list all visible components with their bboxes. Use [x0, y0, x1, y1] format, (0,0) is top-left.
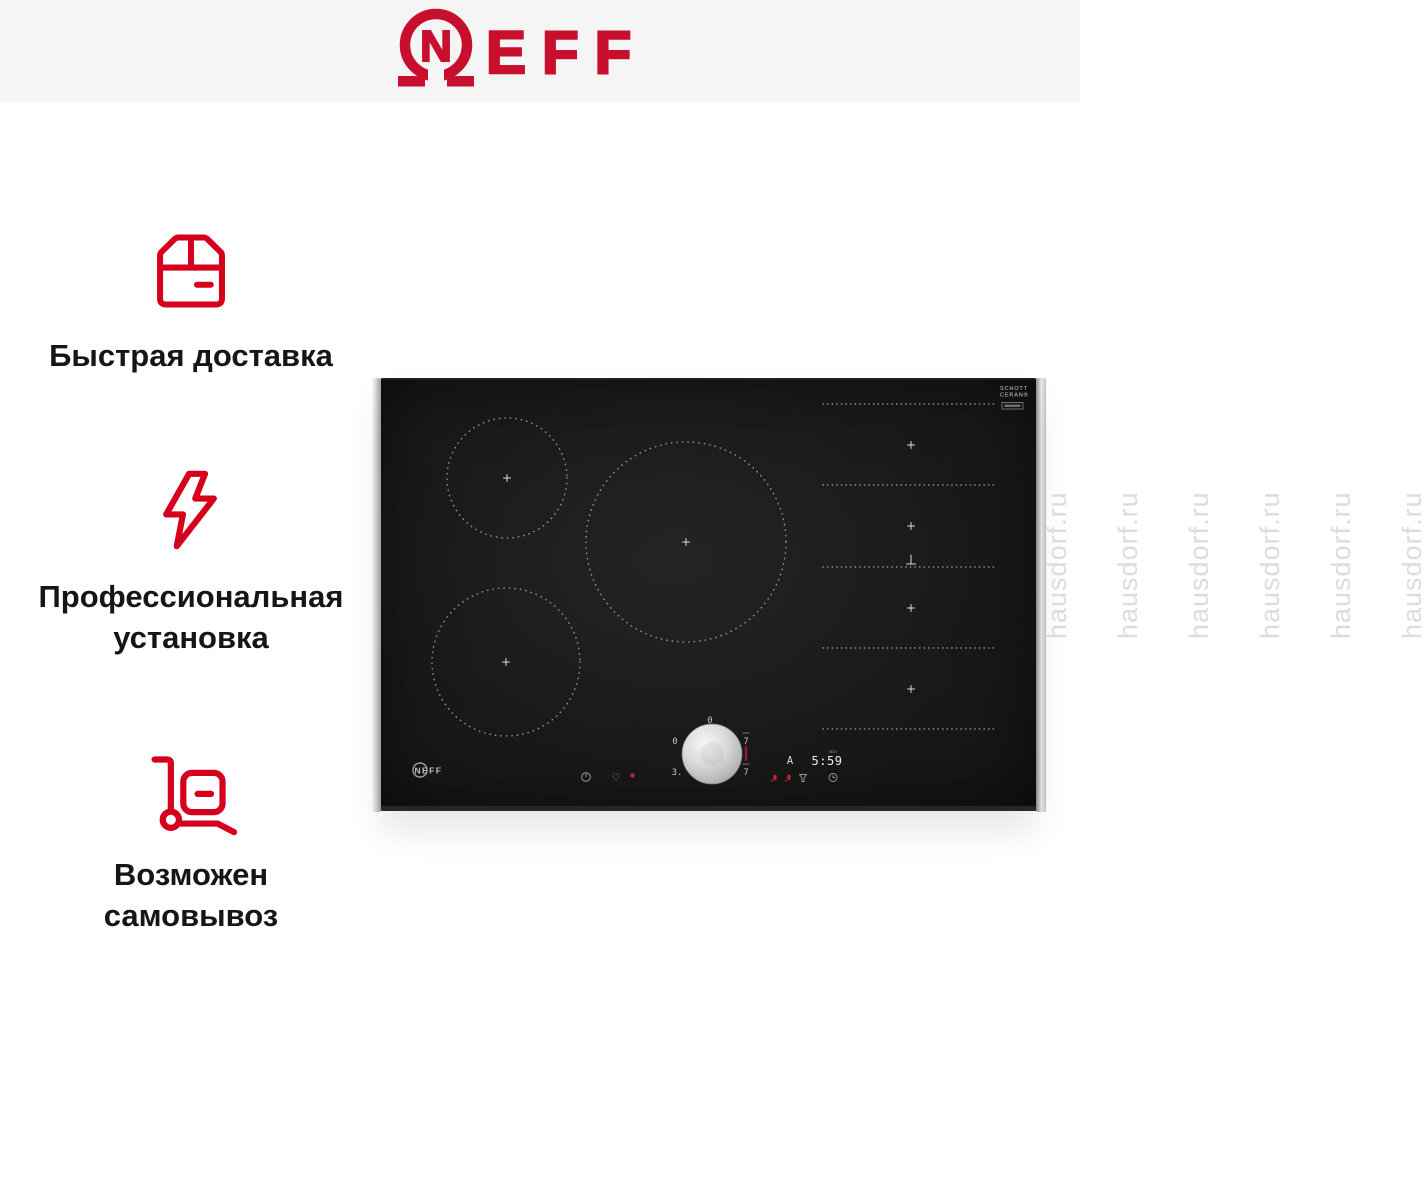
watermark-text: hausdorf.ru: [1255, 491, 1285, 639]
zone-center-marks: [503, 475, 690, 666]
watermark-hausdorf: [1042, 0, 1427, 1190]
glass-brand-label2: CERAN®: [1000, 392, 1029, 399]
watermark-text: hausdorf.ru: [1113, 491, 1143, 639]
hob-neff-logo: [413, 763, 442, 777]
induction-hob: [381, 378, 1036, 811]
red-indicator-dot: [630, 773, 634, 777]
neff-logo: [390, 4, 690, 102]
made-in-germany-badge: [1002, 403, 1023, 410]
svg-text:NEFF: NEFF: [414, 765, 443, 776]
timer-display: [787, 749, 843, 768]
package-box-icon: [148, 224, 234, 318]
svg-text:7: 7: [743, 768, 749, 778]
svg-text:3.: 3.: [671, 768, 683, 778]
watermark-text: hausdorf.ru: [1397, 491, 1427, 639]
favorite-heart-icon: ♡: [611, 772, 621, 784]
feature-line: самовывоз: [103, 898, 279, 933]
feature-line: установка: [113, 620, 269, 655]
funnel-function-icon: [800, 775, 807, 782]
svg-text:0: 0: [707, 716, 713, 726]
svg-text:5:59: 5:59: [811, 754, 843, 768]
heat-indicator-icon: [785, 775, 791, 782]
watermark-text: hausdorf.ru: [1326, 491, 1356, 639]
power-icon: [582, 773, 591, 782]
watermark-text: hausdorf.ru: [1042, 491, 1072, 639]
hand-truck-icon: [142, 748, 238, 836]
svg-text:7: 7: [743, 737, 749, 747]
feature-label-installation: [0, 576, 382, 658]
feature-line: Профессиональная: [38, 579, 344, 614]
logo-letters-eff: EFF: [486, 19, 648, 86]
svg-text:0: 0: [672, 737, 678, 747]
clock-icon: [829, 774, 837, 782]
hob-left-trim: [372, 378, 381, 812]
header-band: [0, 0, 1080, 102]
feature-label-pickup: [0, 854, 382, 936]
heat-indicator-icon: [771, 775, 777, 782]
flex-zone-lines: [823, 404, 997, 729]
twistpad-knob: [682, 724, 742, 784]
logo-letter-n: N: [420, 22, 452, 71]
feature-line: Возможен: [113, 857, 269, 892]
svg-text:A: A: [786, 755, 794, 767]
glass-brand-label: SCHOTT: [1000, 386, 1028, 392]
cooking-zone-circles: [432, 418, 786, 736]
feature-line: Быстрая доставка: [49, 338, 333, 373]
svg-text:min: min: [829, 749, 837, 754]
feature-label-delivery: [0, 335, 382, 376]
watermark-text: hausdorf.ru: [1184, 491, 1214, 639]
lightning-bolt-icon: [160, 468, 220, 552]
